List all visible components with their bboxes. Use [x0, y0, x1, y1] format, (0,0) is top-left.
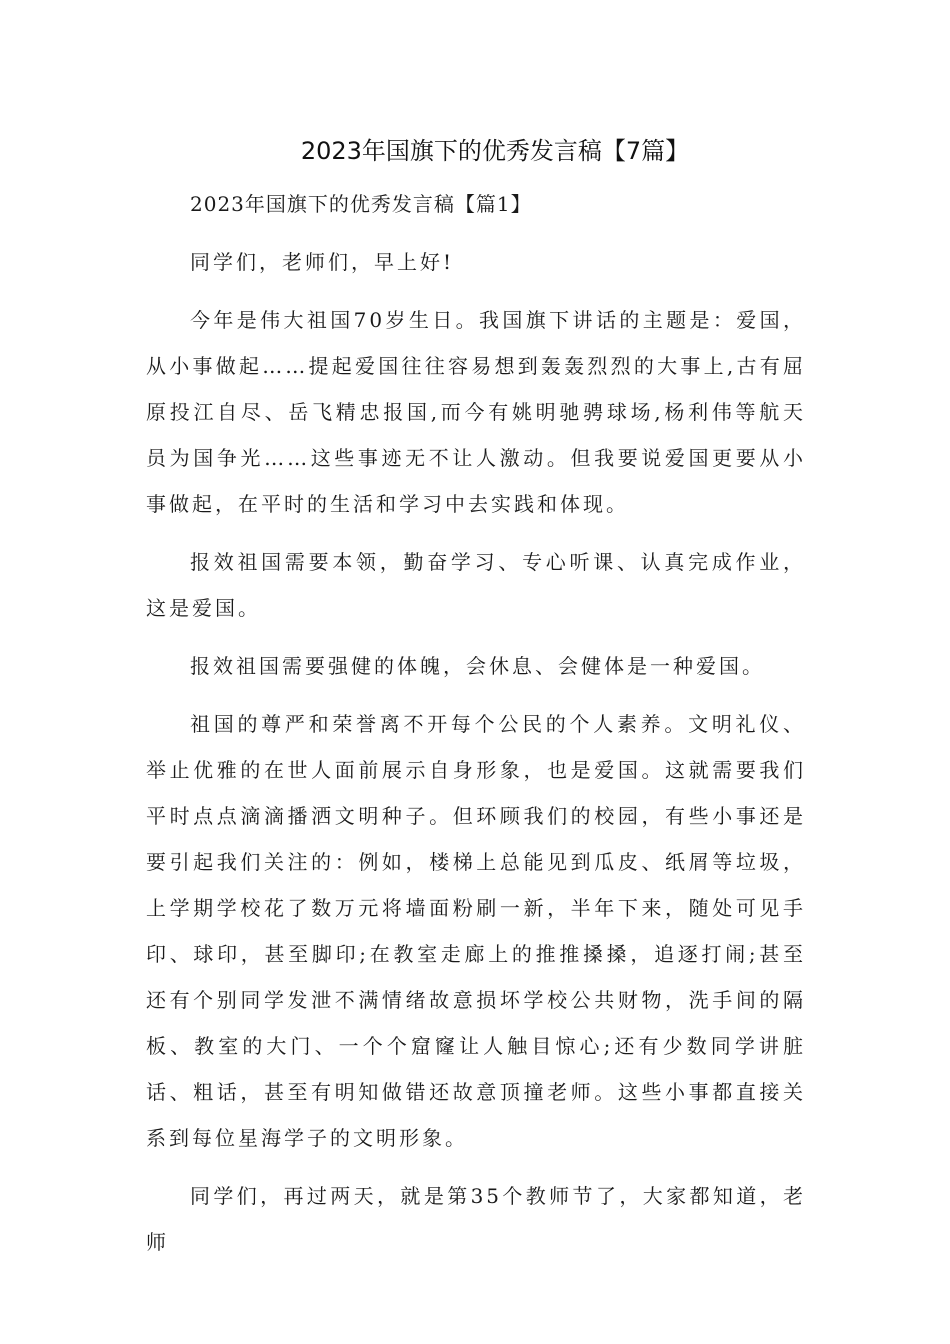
document-body [146, 181, 806, 1265]
paragraph: 报效祖国需要本领，勤奋学习、专心听课、认真完成作业，这是爱国。 [146, 550, 806, 620]
paragraph: 同学们，再过两天，就是第35个教师节了，大家都知道，老师 [146, 1184, 806, 1254]
paragraph: 今年是伟大祖国70岁生日。我国旗下讲话的主题是：爱国，从小事做起……提起爱国往往容易想到轰轰烈烈的大事上,古有屈原投江自尽、岳飞精忠报国,而今有姚明驰骋球场,杨利伟等航天员为国争光……这些事迹无不让人激动。但我要说爱国更要从小事做起，在平时的生活和学习中去实践和体现。 [146, 308, 806, 516]
paragraph: 报效祖国需要强健的体魄，会休息、会健体是一种爱国。 [190, 654, 765, 678]
paragraph-greeting: 同学们，老师们，早上好! [190, 250, 455, 274]
paragraph: 祖国的尊严和荣誉离不开每个公民的个人素养。文明礼仪、举止优雅的在世人面前展示自身形象，也是爱国。这就需要我们平时点点滴滴播洒文明种子。但环顾我们的校园，有些小事还是要引起我们关注的：例如，楼梯上总能见到瓜皮、纸屑等垃圾，上学期学校花了数万元将墙面粉刷一新，半年下来，随处可见手印、球印，甚至脚印;在教室走廊上的推推搡搡，追逐打闹;甚至还有个别同学发泄不满情绪故意损坏学校公共财物，洗手间的隔板、教室的大门、一个个窟窿让人触目惊心;还有少数同学讲脏话、粗话，甚至有明知做错还故意顶撞老师。这些小事都直接关系到每位星海学子的文明形象。 [146, 712, 806, 1150]
section-subtitle: 2023年国旗下的优秀发言稿【篇1】 [190, 192, 532, 216]
document-title: 2023年国旗下的优秀发言稿【7篇】 [300, 137, 690, 165]
